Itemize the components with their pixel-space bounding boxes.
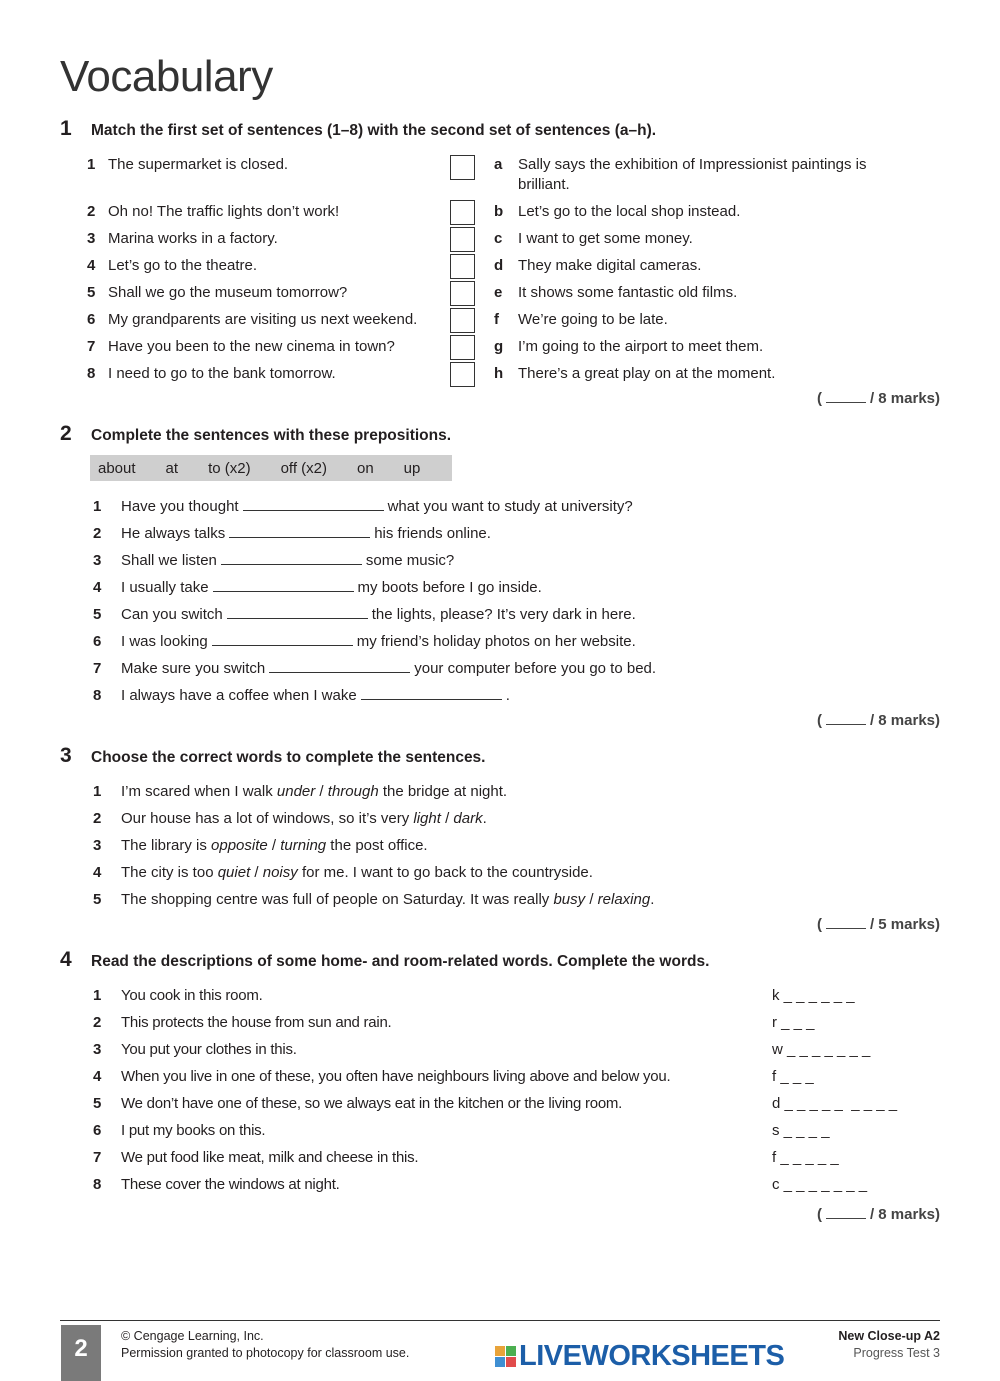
text: ( — [816, 390, 822, 407]
item-text: Make sure you switch — [121, 660, 266, 677]
item-letter: f — [494, 311, 499, 328]
item-number: 3 — [93, 552, 102, 569]
option-1[interactable]: opposite — [211, 837, 268, 854]
item-text: I’m going to the airport to meet them. — [518, 338, 764, 355]
sentence-right — [494, 337, 763, 364]
item-number: 2 — [93, 810, 102, 827]
word-answer[interactable]: f _ _ _ — [772, 1068, 814, 1085]
item-text: the lights, please? It’s very dark in here. — [371, 606, 636, 623]
word-answer[interactable]: f _ _ _ _ _ — [772, 1149, 839, 1166]
item-text: We’re going to be late. — [518, 311, 668, 328]
item-number: 8 — [87, 365, 96, 382]
copyright: © Cengage Learning, Inc. — [121, 1329, 264, 1343]
item-text: This protects the house from sun and rain. — [121, 1014, 392, 1031]
item-number: 4 — [93, 864, 102, 881]
item-number: 2 — [87, 203, 96, 220]
item-text: Shall we listen — [121, 552, 217, 569]
item-text: his friends online. — [374, 525, 491, 542]
item-text: . — [482, 810, 487, 827]
item-text: He always talks — [121, 525, 226, 542]
sentence-item — [93, 578, 542, 605]
item-text: The library is — [121, 837, 212, 854]
item-number: 1 — [93, 987, 102, 1004]
slash: / — [250, 864, 263, 881]
item-number: 5 — [93, 1095, 102, 1112]
item-text: . — [650, 891, 655, 908]
item-text: I put my books on this. — [121, 1122, 266, 1139]
item-text: Can you switch — [121, 606, 223, 623]
text: ( — [816, 916, 822, 933]
sentence-left — [87, 283, 347, 310]
item-text: You put your clothes in this. — [121, 1041, 297, 1058]
item-text: the bridge at night. — [378, 783, 508, 800]
item-number: 7 — [93, 660, 102, 677]
sentence-item — [93, 524, 491, 551]
item-number: 8 — [93, 1176, 102, 1193]
sentence-item — [93, 809, 487, 836]
sentence-right — [494, 229, 693, 256]
instruction: Complete the sentences with these prepositions. — [91, 427, 452, 444]
item-text: . — [505, 687, 510, 704]
section-4-heading — [60, 948, 709, 972]
slash: / — [315, 783, 328, 800]
item-text: your computer before you go to bed. — [414, 660, 657, 677]
item-number: 7 — [87, 338, 96, 355]
sentence-left — [87, 202, 339, 229]
item-text: my friend’s holiday photos on her website. — [356, 633, 636, 650]
item-text: my boots before I go inside. — [357, 579, 542, 596]
item-letter: d — [494, 257, 504, 274]
sentence-left — [87, 155, 288, 182]
word-answer[interactable]: w _ _ _ _ _ _ _ — [772, 1041, 871, 1058]
description-item — [93, 986, 263, 1013]
item-number: 4 — [93, 1068, 102, 1085]
sentence-item — [93, 605, 636, 632]
item-number: 4 — [93, 579, 102, 596]
item-text: I always have a coffee when I wake — [121, 687, 357, 704]
book-title: New Close-up A2 — [838, 1329, 940, 1343]
item-text: Let’s go to the local shop instead. — [518, 203, 741, 220]
sentence-right — [494, 364, 775, 391]
word-option: up — [403, 459, 421, 477]
option-1[interactable]: quiet — [217, 864, 251, 881]
section-number: 1 — [60, 117, 72, 140]
item-number: 4 — [87, 257, 96, 274]
word-answer[interactable]: d _ _ _ _ _ _ _ _ _ — [772, 1095, 898, 1112]
item-number: 3 — [87, 230, 96, 247]
instruction: Read the descriptions of some home- and room-related words. Complete the words. — [91, 953, 710, 970]
description-item — [93, 1040, 297, 1067]
sentence-item — [93, 632, 636, 659]
score-input[interactable] — [826, 402, 866, 403]
item-number: 5 — [93, 606, 102, 623]
item-number: 5 — [93, 891, 102, 908]
item-number: 6 — [93, 633, 102, 650]
description-item — [93, 1094, 622, 1121]
option-2[interactable]: dark — [453, 810, 483, 827]
answer-blank[interactable] — [213, 578, 354, 592]
item-text: They make digital cameras. — [518, 257, 702, 274]
item-letter: g — [494, 338, 504, 355]
answer-checkbox[interactable] — [450, 281, 475, 306]
item-number: 1 — [93, 783, 102, 800]
item-text: Our house has a lot of windows, so it’s very — [121, 810, 414, 827]
sentence-right — [494, 202, 740, 229]
item-letter: h — [494, 365, 504, 382]
item-text: Let’s go to the theatre. — [108, 257, 257, 274]
word-box — [90, 455, 452, 481]
description-item — [93, 1121, 265, 1148]
item-text: You cook in this room. — [121, 987, 263, 1004]
answer-checkbox[interactable] — [450, 362, 475, 387]
section-number: 2 — [60, 422, 72, 445]
sentence-item — [93, 782, 507, 809]
answer-blank[interactable] — [212, 632, 353, 646]
answer-blank[interactable] — [227, 605, 368, 619]
sentence-right — [494, 283, 737, 310]
answer-checkbox[interactable] — [450, 254, 475, 279]
answer-blank[interactable] — [269, 659, 410, 673]
text: / 8 marks) — [869, 712, 940, 729]
sentence-item — [93, 497, 633, 524]
sentence-right — [494, 310, 668, 337]
sentence-left — [87, 229, 278, 256]
answer-checkbox[interactable] — [450, 155, 475, 180]
answer-checkbox[interactable] — [450, 335, 475, 360]
marks-2 — [817, 712, 940, 729]
item-number: 3 — [93, 1041, 102, 1058]
sentence-left — [87, 256, 257, 283]
item-text: Shall we go the museum tomorrow? — [108, 284, 348, 301]
item-letter: e — [494, 284, 503, 301]
item-number: 7 — [93, 1149, 102, 1166]
item-text: I was looking — [121, 633, 208, 650]
slash: / — [440, 810, 454, 827]
text: ( — [816, 712, 822, 729]
logo-text: LIVEWORKSHEETS — [519, 1340, 785, 1372]
item-text: Have you thought — [121, 498, 239, 515]
slash: / — [267, 837, 281, 854]
text: / 8 marks) — [869, 1206, 940, 1223]
item-text-cont: brilliant. — [518, 176, 570, 193]
item-text: There’s a great play on at the moment. — [518, 365, 776, 382]
instruction: Match the first set of sentences (1–8) with the second set of sentences (a–h). — [91, 122, 657, 139]
text: / 8 marks) — [869, 390, 940, 407]
marks-4 — [817, 1206, 940, 1223]
sentence-item — [93, 836, 428, 863]
word-option: to (x2) — [208, 459, 251, 477]
word-answer[interactable]: s _ _ _ _ — [772, 1122, 830, 1139]
word-option: on — [356, 459, 374, 477]
item-letter: c — [494, 230, 503, 247]
item-number: 6 — [87, 311, 96, 328]
answer-blank[interactable] — [243, 497, 384, 511]
sentence-left — [87, 310, 417, 337]
instruction: Choose the correct words to complete the sentences. — [91, 749, 486, 766]
item-text: for me. I want to go back to the countryside. — [297, 864, 593, 881]
item-number: 2 — [93, 525, 102, 542]
test-name: Progress Test 3 — [853, 1346, 940, 1360]
marks-3 — [817, 916, 940, 933]
item-text: The shopping centre was full of people on Saturday. It was really — [121, 891, 554, 908]
marks-1 — [817, 390, 940, 407]
word-answer[interactable]: c _ _ _ _ _ _ _ — [772, 1176, 868, 1193]
footer-divider — [60, 1320, 940, 1321]
item-text: Sally says the exhibition of Impressionist paintings is — [518, 156, 867, 173]
option-2[interactable]: turning — [280, 837, 327, 854]
liveworksheets-logo — [495, 1340, 784, 1373]
sentence-left — [87, 337, 395, 364]
option-2[interactable]: noisy — [262, 864, 298, 881]
description-item — [93, 1175, 340, 1202]
item-text: I’m scared when I walk — [121, 783, 277, 800]
item-text: We put food like meat, milk and cheese in this. — [121, 1149, 419, 1166]
section-number: 3 — [60, 744, 72, 767]
score-input[interactable] — [826, 1218, 866, 1219]
word-answer[interactable]: k _ _ _ _ _ _ — [772, 987, 855, 1004]
item-text: I usually take — [121, 579, 209, 596]
answer-blank[interactable] — [221, 551, 362, 565]
word-option: at — [165, 459, 179, 477]
option-1[interactable]: busy — [553, 891, 586, 908]
item-text: some music? — [365, 552, 455, 569]
item-text: Oh no! The traffic lights don’t work! — [108, 203, 340, 220]
description-item — [93, 1067, 670, 1094]
answer-checkbox[interactable] — [450, 200, 475, 225]
option-2[interactable]: relaxing — [597, 891, 651, 908]
item-text: I want to get some money. — [518, 230, 693, 247]
score-input[interactable] — [826, 928, 866, 929]
section-2-heading — [60, 422, 451, 446]
sentence-item — [93, 863, 593, 890]
answer-checkbox[interactable] — [450, 308, 475, 333]
page-number: 2 — [61, 1325, 101, 1381]
word-option: about — [98, 459, 136, 477]
text: / 5 marks) — [869, 916, 940, 933]
item-text: My grandparents are visiting us next weekend. — [108, 311, 418, 328]
item-number: 8 — [93, 687, 102, 704]
item-text: Have you been to the new cinema in town? — [108, 338, 395, 355]
item-text: what you want to study at university? — [387, 498, 633, 515]
answer-blank[interactable] — [229, 524, 370, 538]
item-number: 2 — [93, 1014, 102, 1031]
item-text: Marina works in a factory. — [108, 230, 278, 247]
description-item — [93, 1148, 418, 1175]
text: ( — [816, 1206, 822, 1223]
word-option: off (x2) — [280, 459, 327, 477]
item-text: The city is too — [121, 864, 218, 881]
sentence-item — [93, 551, 454, 578]
item-number: 5 — [87, 284, 96, 301]
item-text: The supermarket is closed. — [108, 156, 289, 173]
permission: Permission granted to photocopy for classroom use. — [121, 1346, 410, 1360]
slash: / — [585, 891, 598, 908]
answer-blank[interactable] — [361, 686, 502, 700]
page-title: Vocabulary — [60, 52, 273, 101]
answer-checkbox[interactable] — [450, 227, 475, 252]
item-text: When you live in one of these, you often have neighbours living above and below you. — [121, 1068, 671, 1085]
item-text: These cover the windows at night. — [121, 1176, 340, 1193]
option-2[interactable]: through — [327, 783, 379, 800]
score-input[interactable] — [826, 724, 866, 725]
item-number: 1 — [93, 498, 102, 515]
item-number: 6 — [93, 1122, 102, 1139]
item-text: the post office. — [326, 837, 428, 854]
sentence-left — [87, 364, 336, 391]
section-3-heading — [60, 744, 486, 768]
item-text: I need to go to the bank tomorrow. — [108, 365, 336, 382]
option-1[interactable]: light — [413, 810, 441, 827]
section-1-heading — [60, 117, 656, 141]
section-number: 4 — [60, 948, 72, 971]
option-1[interactable]: under — [276, 783, 316, 800]
sentence-right — [494, 256, 701, 283]
item-number: 3 — [93, 837, 102, 854]
item-letter: a — [494, 156, 503, 173]
item-letter: b — [494, 203, 504, 220]
description-item — [93, 1013, 391, 1040]
sentence-item — [93, 890, 654, 917]
item-text: It shows some fantastic old films. — [518, 284, 738, 301]
word-answer[interactable]: r _ _ _ — [772, 1014, 815, 1031]
item-number: 1 — [87, 156, 96, 173]
sentence-item — [93, 686, 510, 713]
logo-icon — [495, 1346, 516, 1367]
sentence-item — [93, 659, 656, 686]
sentence-right — [494, 155, 867, 193]
item-text: We don’t have one of these, so we always eat in the kitchen or the living room. — [121, 1095, 623, 1112]
